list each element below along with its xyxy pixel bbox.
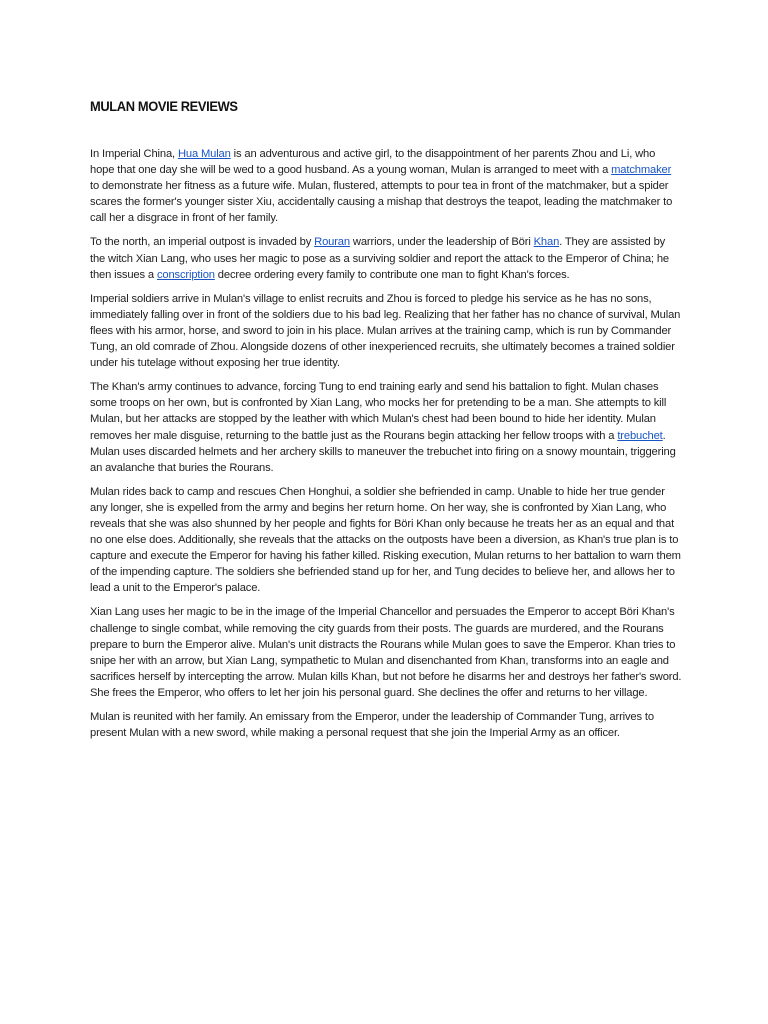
link-hua-mulan[interactable]: Hua Mulan [177,148,231,160]
paragraph-2-text-d: decree ordering every family to contribute one man to fight Khan's forces. [214,268,570,281]
paragraph-1-text-c: to demonstrate her fitness as a future wife. Mulan, flustered, attempts to pour tea in front of the matchmaker, but a spider scares the former's younger sister Xiu, accidentally causing a mishap that destroys the teapot, leading the matchmaker to call her a disgrace in front of her family. [90,180,673,225]
paragraph-1-text-b: is an adventurous and active girl, to the disappointment of her parents Zhou and Li, who hope that one day she will be wed to a good husband. As a young woman, Mulan is arranged to meet with a [90,148,656,177]
link-trebuchet[interactable]: trebuchet [617,429,663,442]
document-title: MULAN MOVIE REVIEWS [90,98,238,114]
paragraph-2-text-c: . They are assisted by the witch Xian Lang, who uses her magic to pose as a surviving soldier and report the attack to the Emperor of China; he then issues a [90,236,669,281]
paragraph-7: Mulan is reunited with her family. An emissary from the Emperor, under the leadership of Commander Tung, arrives to present Mulan with a new sword, while making a personal request that she join the Imperial Army as an officer. [90,711,654,740]
link-khan[interactable]: Khan [533,236,560,249]
paragraph-1 [90,146,682,226]
link-conscription[interactable]: conscription [156,268,215,281]
paragraph-3: Imperial soldiers arrive in Mulan's village to enlist recruits and Zhou is forced to pledge his service as he has no sons, immediately falling over in front of the soldiers due to his bad leg. Realizing that her father has no chance of survival, Mulan flees with his armor, horse, and sword to join in his place. Mulan arrives at the training camp, which is run by Commander Tung, an old comrade of Zhou. Alongside dozens of other inexperienced recruits, she ultimately becomes a trained soldier under his tutelage without exposing her true identity. [90,292,681,370]
paragraph-5: Mulan rides back to camp and rescues Chen Honghui, a soldier she befriended in camp. Unable to hide her true gender any longer, she is expelled from the army and begins her return home. On her way, she is confronted by Xian Lang, who reveals that she was also shunned by her people and fights for Böri Khan only because he treats her as an equal and that no one else does. Additionally, she reveals that the attacks on the outposts have been a diversion, as Khan's true plan is to capture and execute the Emperor for having his father killed. Risking execution, Mulan returns to her battalion to warn them of the impending capture. The soldiers she befriended stand up for her, and Tung decides to believe her, and allows her to lead a unit to the Emperor's palace. [90,485,681,595]
paragraph-4-text-b: . Mulan uses discarded helmets and her archery skills to maneuver the trebuchet into firing on a snowy mountain, triggering an avalanche that buries the Rourans. [90,429,676,474]
paragraph-2 [90,234,682,282]
paragraph-4-text-a: The Khan's army continues to advance, forcing Tung to end training early and send his battalion to fight. Mulan chases some troops on her own, but is confronted by Xian Lang, who mocks her for pretending to be a man. She attempts to kill Mulan, but her attacks are stopped by the leather with which Mulan's chest had been bound to hide her identity. Mulan removes her male disguise, returning to the battle just as the Rourans begin attacking her fellow troops with a [90,381,667,442]
paragraph-2-text-a: To the north, an imperial outpost is invaded by [90,236,315,249]
document-page [90,98,682,749]
paragraph-4 [90,379,682,476]
paragraph-1-text-a: In Imperial China, [90,148,178,160]
link-matchmaker[interactable]: matchmaker [611,164,672,177]
paragraph-6: Xian Lang uses her magic to be in the image of the Imperial Chancellor and persuades the Emperor to accept Böri Khan's challenge to single combat, while removing the city guards from their posts. The guards are murdered, and the Rourans prepare to burn the Emperor alive. Mulan's unit distracts the Rourans while Mulan goes to save the Emperor. Khan tries to snipe her with an arrow, but Xian Lang, sympathetic to Mulan and disenchanted from Khan, transforms into an eagle and sacrifices herself by intercepting the arrow. Mulan kills Khan, but not before he disarms her and destroys her father's sword. She frees the Emperor, who offers to let her join his personal guard. She declines the offer and returns to her village. [90,606,682,699]
paragraph-2-text-b: warriors, under the leadership of Böri [349,236,534,249]
link-rouran[interactable]: Rouran [314,236,350,249]
